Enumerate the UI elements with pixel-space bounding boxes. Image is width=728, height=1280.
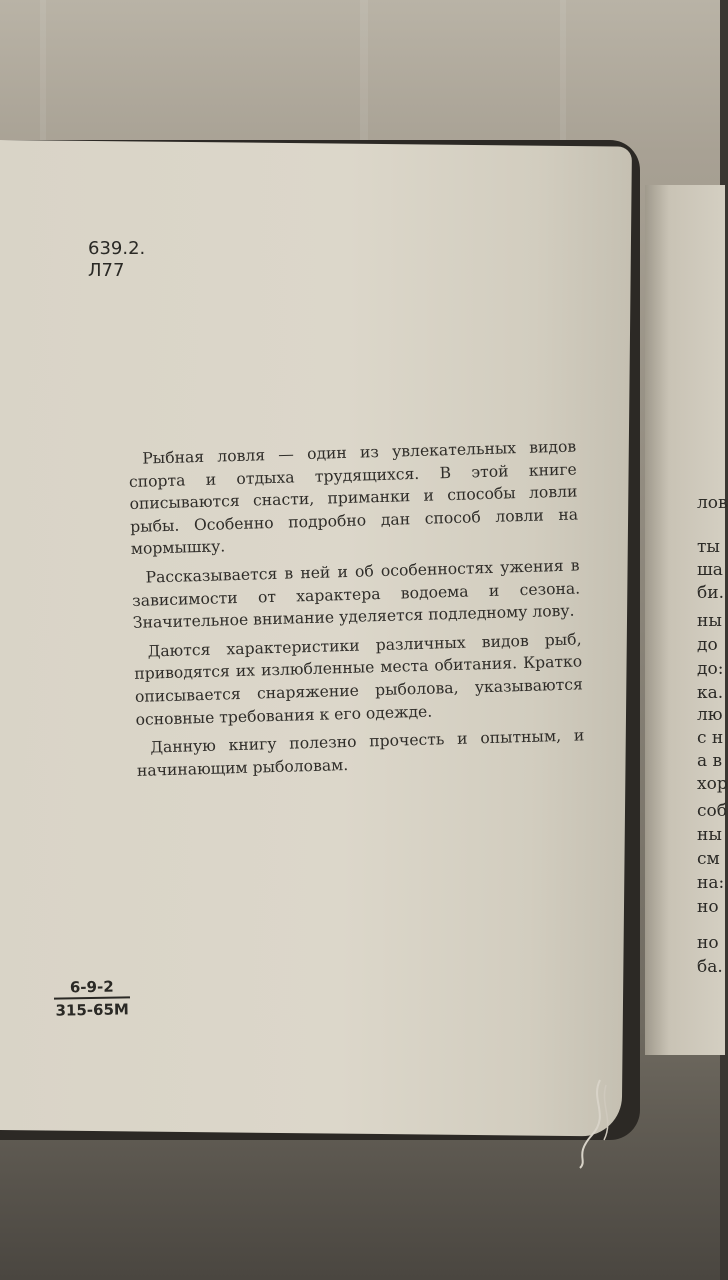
facing-line: но — [697, 897, 719, 917]
annotation-paragraph: Рассказывается в ней и об особенностях ужения в зависимости от характера водоема и сезона. Значительное внимание уделяется подледному лову. — [132, 556, 581, 633]
facing-line: с н — [697, 728, 724, 748]
udc-code: 639.2. — [88, 238, 146, 259]
cardboard-crease — [40, 0, 46, 150]
cardboard-crease — [360, 0, 368, 150]
facing-line: ны — [697, 825, 722, 845]
loose-thread — [570, 1080, 620, 1170]
facing-line: на: — [697, 873, 725, 893]
facing-line: соб — [697, 801, 727, 821]
facing-line: ба. — [697, 957, 723, 977]
facing-page — [645, 185, 728, 1055]
facing-line: но — [697, 933, 719, 953]
facing-line: до: — [697, 659, 724, 679]
annotation-paragraph: Даются характеристики различных видов рыб, приводятся их излюбленные места обитания. Кратко описывается снаряжение рыболова, указываются основные требования к его одежде. — [134, 630, 584, 729]
annotation-paragraph: Рыбная ловля — один из увлекательных видов спорта и отдыха трудящихся. В этой книге описываются снасти, приманки и способы ловли рыбы. Особенно подробно дан способ ловли на мормышку. — [128, 437, 579, 559]
facing-line: ша — [697, 560, 723, 580]
author-mark: Л77 — [88, 260, 125, 281]
facing-line: лов — [697, 493, 728, 513]
facing-line: лю — [697, 705, 723, 725]
cardboard-crease — [560, 0, 566, 150]
imprint-denominator: 315-65М — [55, 1000, 130, 1020]
facing-line: ты — [697, 537, 720, 557]
facing-line: до — [697, 635, 718, 655]
facing-line: ны — [697, 611, 722, 631]
facing-line: хор — [697, 774, 728, 794]
imprint-code — [54, 977, 131, 1019]
facing-line: ка. — [697, 683, 724, 703]
facing-line: а в — [697, 751, 723, 771]
imprint-numerator: 6-9-2 — [54, 977, 130, 999]
facing-line: би. — [697, 583, 724, 603]
annotation-text — [128, 435, 585, 786]
annotation-paragraph: Данную книгу полезно прочесть и опытным, и начинающим рыболовам. — [136, 726, 585, 780]
facing-line: см — [697, 849, 720, 869]
